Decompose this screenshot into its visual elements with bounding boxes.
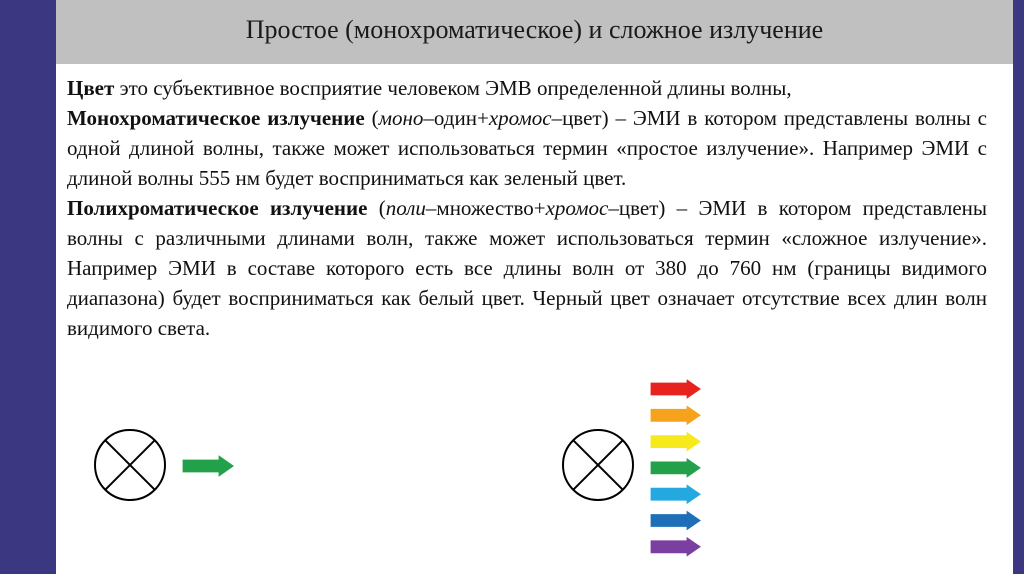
poly-text-2: –множество+ [425, 196, 546, 220]
poly-source-icon [563, 430, 633, 500]
arrow-blue [650, 510, 702, 532]
poly-italic-2: хромос [545, 196, 609, 220]
poly-italic-1: поли [385, 196, 426, 220]
mono-text-2: –один+ [423, 106, 489, 130]
term-monochromatic: Монохроматическое излучение [67, 106, 365, 130]
arrow-yellow [650, 431, 702, 453]
mono-source-icon [95, 430, 165, 500]
mono-text-1: ( [364, 106, 379, 130]
mono-italic-1: моно [378, 106, 424, 130]
arrow-orange [650, 404, 702, 426]
mono-text-3: –цвет) – ЭМИ в котором представлены волны с одной длиной волны, также может использоваться термин «простое излучение». Например ЭМИ с длиной волны 555 нм будет восприниматься как зеленый цвет. [67, 106, 987, 190]
term-polychromatic: Полихроматическое излучение [67, 196, 368, 220]
color-definition-text: это субъективное восприятие человеком ЭМВ определенной длины волны, [114, 76, 792, 100]
poly-text-3: –цвет) – ЭМИ в котором представлены волны с различными длинами волн, также может использоваться термин «сложное излучение». Например ЭМИ в составе которого есть все длины волн от 380 до 760 нм (границы видимого диапазона) будет восприниматься как белый цвет. Черный цвет означает отсутствие всех длин волн видимого света. [67, 196, 988, 340]
arrow-violet [650, 536, 702, 558]
poly-text-1: ( [367, 196, 386, 220]
slide-title: Простое (монохроматическое) и сложное излучение [245, 15, 824, 44]
monochromatic-arrow [182, 454, 235, 478]
term-color: Цвет [67, 76, 115, 100]
polychromatic-arrows [650, 378, 702, 558]
arrow-red [650, 378, 702, 400]
arrow-light-blue [650, 483, 702, 505]
mono-italic-2: хромос [488, 106, 552, 130]
arrow-green [650, 457, 702, 479]
